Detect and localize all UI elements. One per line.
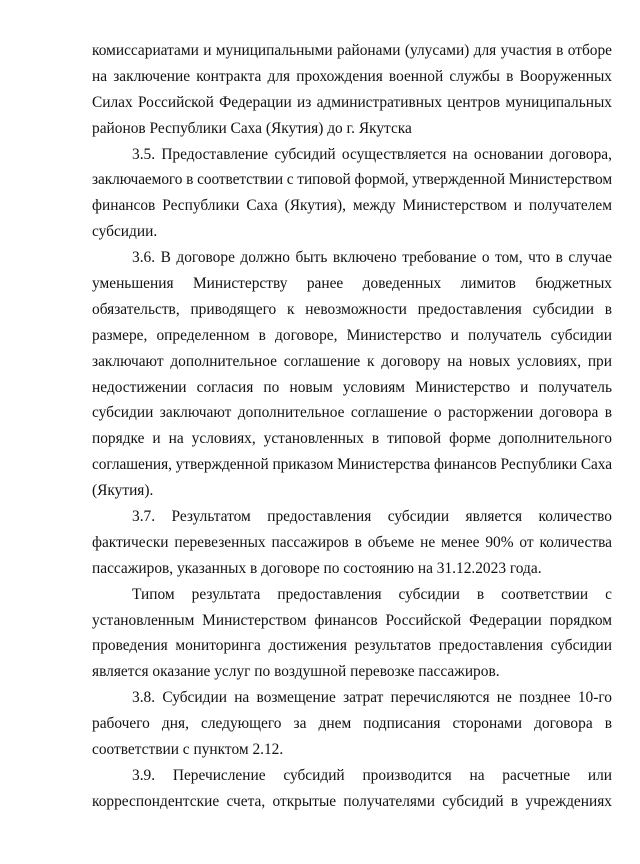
paragraph-3-9 bbox=[92, 763, 612, 815]
paragraph-type bbox=[92, 582, 612, 686]
text-line: соответствии с пунктом 2.12. bbox=[92, 741, 284, 759]
paragraph-continuation bbox=[92, 38, 612, 142]
document-body bbox=[92, 38, 612, 815]
text-line: фактически перевезенных пассажиров в объеме не менее 90% от количества bbox=[92, 533, 612, 551]
text-line: финансов Республики Саха (Якутия), между Министерством и получателем bbox=[92, 197, 612, 215]
text-line: 3.7. Результатом предоставления субсидии является количество bbox=[132, 508, 612, 526]
text-line: соглашения, утвержденной приказом Министерства финансов Республики Саха bbox=[92, 456, 612, 474]
text-line: районов Республики Саха (Якутия) до г. Якутска bbox=[92, 119, 412, 137]
text-line: проведения мониторинга достижения результатов предоставления субсидии bbox=[92, 637, 612, 655]
text-line: размере, определенном в договоре, Министерство и получатель субсидии bbox=[92, 326, 612, 344]
paragraph-3-8 bbox=[92, 685, 612, 763]
text-line: субсидии. bbox=[92, 223, 158, 241]
text-line: 3.6. В договоре должно быть включено требование о том, что в случае bbox=[132, 249, 612, 267]
paragraph-3-5 bbox=[92, 142, 612, 246]
text-line: (Якутия). bbox=[92, 482, 154, 500]
text-line: установленным Министерством финансов Российской Федерации порядком bbox=[92, 611, 612, 629]
text-line: пассажиров, указанных в договоре по состоянию на 31.12.2023 года. bbox=[92, 559, 542, 577]
text-line: 3.8. Субсидии на возмещение затрат перечисляются не позднее 10-го bbox=[132, 689, 612, 707]
text-line: корреспондентские счета, открытые получателями субсидий в учреждениях bbox=[92, 792, 612, 810]
paragraph-3-7 bbox=[92, 504, 612, 582]
text-line: 3.5. Предоставление субсидий осуществляется на основании договора, bbox=[132, 145, 612, 163]
text-line: заключают дополнительное соглашение к договору на новых условиях, при bbox=[92, 352, 612, 370]
paragraph-3-6 bbox=[92, 245, 612, 504]
text-line: Силах Российской Федерации из административных центров муниципальных bbox=[92, 93, 612, 111]
text-line: уменьшения Министерству ранее доведенных лимитов бюджетных bbox=[92, 275, 612, 293]
text-line: недостижении согласия по новым условиям Министерство и получатель bbox=[92, 378, 612, 396]
text-line: заключаемого в соответствии с типовой формой, утвержденной Министерством bbox=[92, 171, 612, 189]
text-line: комиссариатами и муниципальными районами (улусами) для участия в отборе bbox=[92, 42, 612, 59]
text-line: обязательств, приводящего к невозможности предоставления субсидии в bbox=[92, 300, 612, 318]
text-line: рабочего дня, следующего за днем подписания сторонами договора в bbox=[92, 715, 612, 733]
text-line: на заключение контракта для прохождения военной службы в Вооруженных bbox=[92, 67, 612, 85]
text-line: является оказание услуг по воздушной перевозке пассажиров. bbox=[92, 663, 500, 681]
text-line: Типом результата предоставления субсидии в соответствии с bbox=[132, 585, 612, 603]
text-line: порядке и на условиях, установленных в типовой форме дополнительного bbox=[92, 430, 612, 448]
text-line: субсидии заключают дополнительное соглашение о расторжении договора в bbox=[92, 404, 612, 422]
text-line: 3.9. Перечисление субсидий производится на расчетные или bbox=[132, 766, 612, 784]
